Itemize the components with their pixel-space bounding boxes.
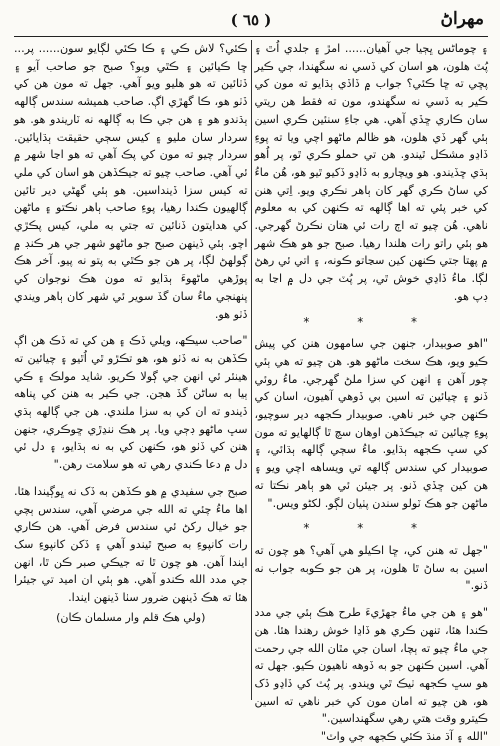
left-bottom-paragraph: صبح جي سفيدي ۾ هو ڪڏهن به ڏک نه ڀوڳيندا هئا. اها ماءُ چئي ته الله جي مرضي آهي، سندس ٻچي جو خيال رکڻ ئي سندس فرض آهي. هن ڪاري رات کانپوءِ به صبح ٿيندو آهي ۽ ڏکن کانپوءِ سک ايندا آهن. هو چون ٿا ته جيڪي صبر ڪن ٿا، انهن جي مدد الله ڪندو آهي. هو ٻئي ان اميد تي جيئرا هئا ته هڪ ڏينهن ضرور سٺا ڏينهن ايندا. bbox=[14, 484, 248, 605]
right-top-paragraph: ۽ چوماڻس ڀڄيا جي آهيان...... امڙ ۽ جلدي اُٿ ۽ پُٽ هلون، هو اسان کي ڏسي نه سگهندا، جي ڪير پڇي ته ڇا ڪئي؟ جواب ۾ ڏاڏي ٻڌايو ته مون کي ڪير به ڏسي نه سگهندو، مون ته فقط هن ريتي سان ڪاري ڇڏي آهي. هي جاءِ سنئين ڪري اسين ٻئي گهر ڏي هلون، هو ظالم ماڻهو اچي ويا ته پوءِ ڏاڍو مشڪل ٿيندو. هن تي حملو ڪري ٿو، پر اُهو ٻڌي ڇڏيندو. هو ويچارو به ڏاڍو ڏکيو ٿيو هو، هُن ماءُ کي ساڻ ڪري گهر کان ٻاهر نڪري ويو. اِتي هنن کي خبر پئي ته اها ڳالهه ته ڪنهن کي به معلوم ناهي. هُن چيو ته اڄ رات ئي هتان نڪرڻ گهرجي. هو ٻئي راتو رات هلندا رهيا. صبح جو هو هڪ شهر ۾ پهتا جتي ڪنهن کين سڃاتو ڪونه، ۽ اتي ئي رهڻ لڳا. ماءُ ڏاڍي خوش ٿي، پر پُٽ جي دل ۾ اڃا به ڊپ هو. bbox=[254, 42, 488, 303]
author-signature: (ولي هڪ قلم وار مسلمان ڪان) bbox=[56, 610, 206, 624]
right-small-paragraph: "جهل ته هنن کي، ڇا اڪيلو هي آهي؟ هو چون ته اسين به ساڻ ٿا هلون، پر هن جو ڪوبه جواب نه ڏنو." bbox=[254, 543, 488, 593]
right-column bbox=[254, 40, 489, 744]
journal-title: مهراڻ bbox=[440, 9, 484, 29]
right-middle-paragraph: "اهو صوبيدار، جنهن جي سامهون هنن کي پيش ڪيو ويو، هڪ سخت ماڻهو هو. هن چيو ته هي ٻئي چور آهن ۽ انهن کي سزا ملڻ گهرجي. ماءُ روئي ڏنو ۽ چيائين ته اسين بي ڏوهي آهيون، اسان کي ڪنهن جي خبر ناهي. صوبيدار ڪجهه دير سوچيو، پوءِ چيائين ته جيڪڏهن اوهان سچ ٿا ڳالهايو ته مون کي سڀ ڪجهه ٻڌايو. ماءُ سڄي ڳالهه ٻڌائي، ۽ صوبيدار کي سندس ڳالهه تي ويساهه اچي ويو ۽ هن کين ڇڏي ڏنو. پر جيئن ئي هو ٻاهر نڪتا ته ماڻهن جو هڪ ٽولو سندن پٺيان لڳو. لکڻو ويس." bbox=[254, 337, 488, 510]
left-quote-paragraph: "صاحب سيڪھ، ويلي ڏڪ ۽ هن کي ته ڏڪ هن اڳ ڪڏهن به نه ڏٺو هو، هو تڪڙو ٿي اُٿيو ۽ چيائين ته هينئر ئي انهن جي ڳولا ڪريو. شايد مولڪ ۽ ڪي ٻيا به ساڻن گڏ هجن. جي ڪير به هنن کي پناهه ڏيندو ته ان کي به سزا ملندي. هن جي ڳالهه ٻڌي سڀ ماڻهو ڊڄي ويا. پر هڪ ننڍڙي ڇوڪري، جنهن هنن کي ڏٺو هو، ڪنهن کي به نه ٻڌايو، ۽ دل ئي دل ۾ دعا ڪندي رهي ته هو سلامت رهن." bbox=[14, 334, 248, 472]
section-asterisks-2: * * * bbox=[303, 521, 440, 536]
right-bottom-paragraph: "هو ۽ هن جي ماءُ جهڙيءَ طرح هڪ ٻئي جي مدد ڪندا هئا، تنهن ڪري هو ڏاڍا خوش رهندا هئا. هن جي ماءُ چيو ته ٻچا، اسان جي مٿان الله جي رحمت آهي. اسين ڪنهن جو به ڏوهه ناهيون ڪيو. جهل ته هو سڀ ڪجهه ٺيڪ ٿي ويندو. پر پُٽ کي ڏاڍو ڏک هو، هن چيو ته امان مون کي خبر ناهي ته اسين ڪيترو وقت هتي رهي سگهنداسين." bbox=[254, 606, 488, 726]
left-column bbox=[14, 40, 248, 700]
left-top-paragraph: ڪئي؟ لاش ڪي ۽ ڪا ڪئي لڳايو سون...... پر... ڇا ڪيائين ۽ ڪٿي ويو؟ صبح جو صاحب آيو ۽ ڏٺائين ته هو هليو ويو آهي. جهل ته مون هن کي ڏٺو هو، ڪا گهڙي اڳ. صاحب هميشه سندس ڳالهه ٻڌندو هو ۽ هن جي ڪا به ڳالهه نه ٽاريندو هو. هو سردار سان مليو ۽ کيس سڄي حقيقت ٻڌايائين. سردار چيو ته مون کي پڪ آهي ته هو اڃا شهر ۾ ئي آهي. صاحب چيو ته جيڪڏهن هو اسان کي ملي ته کيس سزا ڏينداسين. هو ٻئي گهڻي دير تائين ڳالهيون ڪندا رهيا، پوءِ صاحب ٻاهر نڪتو ۽ ماڻهن کي هدايتون ڏنائين ته جتي به ملي، کيس پڪڙي اچو. ٻئي ڏينهن صبح جو ماڻهو شهر جي هر ڪنڊ ۾ ڳولهڻ لڳا، پر هن جو ڪٿي به پتو نه پيو. آخر هڪ پوڙهي ماڻهوءَ ٻڌايو ته مون هڪ نوجوان کي پنهنجي ماءُ سان گڏ سوير ئي شهر کان ٻاهر ويندي ڏٺو هو. bbox=[14, 42, 248, 321]
section-asterisks: * * * bbox=[303, 314, 440, 329]
column-divider bbox=[251, 40, 252, 700]
page-header bbox=[14, 6, 488, 37]
right-closing-line: "الله ۽ آڌ منڌ ڪئي ڪجهه جي واٽ" bbox=[320, 730, 488, 744]
page-number: ( ٦٥ ) bbox=[230, 11, 272, 29]
text-columns bbox=[14, 40, 488, 744]
